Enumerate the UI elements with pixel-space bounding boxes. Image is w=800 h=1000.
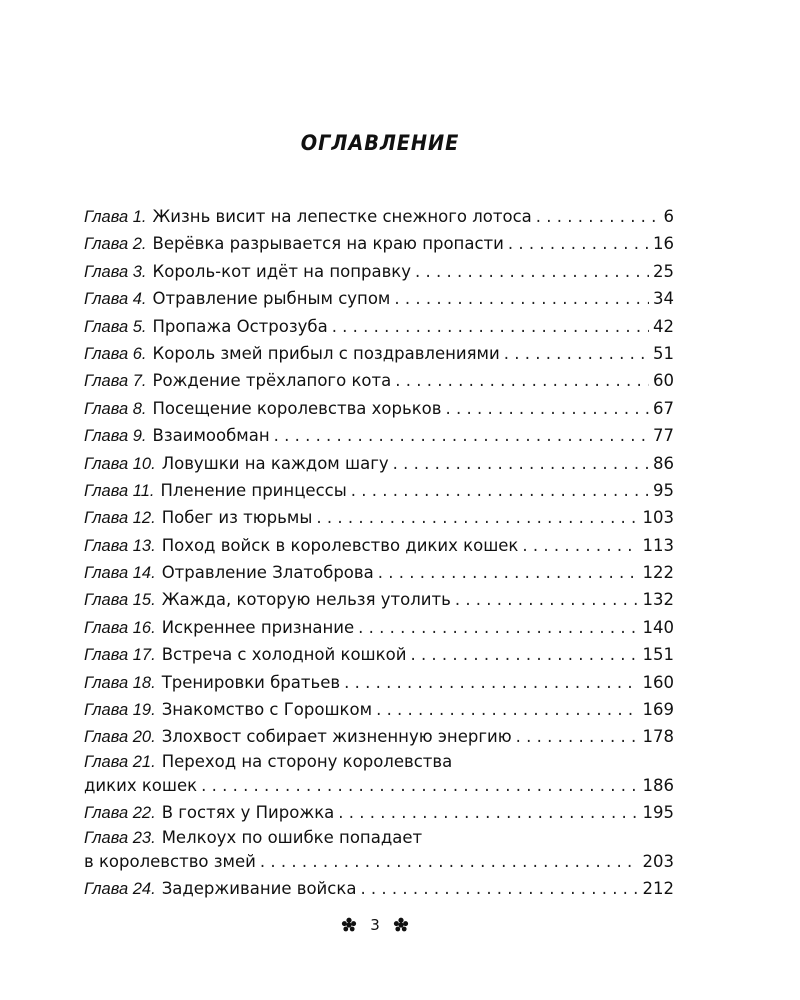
dot-leader [508,230,649,257]
dot-leader [393,450,649,477]
chapter-title: Знакомство с Горошком [161,700,373,720]
chapter-title: Ловушки на каждом шагу [161,453,389,473]
chapter-label: Глава 16. [84,618,156,637]
toc-entry [84,203,674,230]
toc-entry [84,313,674,340]
toc-entry-line [84,450,674,477]
chapter-label: Глава 7. [84,372,147,391]
dot-leader [516,723,639,750]
chapter-title: Злохвост собирает жизненную энергию [161,727,512,747]
toc-entry-line [84,586,674,613]
page-title: ОГЛАВЛЕНИЕ [300,131,460,155]
dot-leader [455,586,639,613]
chapter-title: Пропажа Острозуба [152,316,328,336]
toc-entry-line [84,504,674,531]
dot-leader [410,641,638,668]
toc-entry-line [84,559,674,586]
toc-entry-line [84,230,674,257]
chapter-page-number: 151 [642,645,674,665]
flower-ornament-icon [392,917,410,933]
chapter-page-number: 51 [653,343,674,363]
chapter-title: диких кошек [84,775,198,795]
chapter-page-number: 122 [642,563,674,583]
chapter-label: Глава 11. [84,481,155,500]
chapter-page-number: 6 [663,207,674,226]
dot-leader [260,848,639,875]
toc-entry [84,875,674,902]
toc-entry [84,285,674,312]
chapter-page-number: 178 [642,727,674,747]
chapter-page-number: 60 [653,371,674,391]
dot-leader [536,203,660,230]
chapter-page-number: 160 [642,672,674,692]
dot-leader [332,313,649,340]
chapter-title: Мелкоух по ошибке попадает [161,827,423,847]
toc-entry [84,504,674,531]
toc-entry-line [84,875,674,902]
toc-entry-line [84,203,674,230]
chapter-title: Пленение принцессы [160,480,347,500]
toc-entry-line [84,614,674,641]
dot-leader [415,258,649,285]
toc-entry [84,751,674,799]
toc-entry-line [84,340,674,367]
dot-leader [358,614,638,641]
chapter-title: Жажда, которую нельзя утолить [161,590,451,610]
chapter-label: Глава 15. [84,591,156,610]
dot-leader [274,422,649,449]
toc-entry-line [84,848,674,875]
chapter-label: Глава 2. [84,235,147,254]
chapter-label: Глава 14. [84,564,156,583]
chapter-page-number: 195 [642,803,674,823]
dot-leader [446,395,650,422]
dot-leader [201,772,638,799]
toc-entry-line [84,772,674,799]
chapter-title: Побег из тюрьмы [161,508,313,528]
chapter-title: Отравление рыбным супом [152,289,391,309]
chapter-page-number: 42 [653,316,674,336]
dot-leader [522,532,638,559]
toc-entry [84,696,674,723]
chapter-page-number: 140 [642,617,674,637]
chapter-label: Глава 17. [84,646,156,665]
toc-entry-line [84,723,674,750]
chapter-label: Глава 18. [84,673,156,692]
chapter-page-number: 132 [642,590,674,610]
dot-leader [395,367,649,394]
toc-entry [84,559,674,586]
chapter-title: Верёвка разрывается на краю пропасти [152,234,504,254]
toc-entry-line [84,532,674,559]
chapter-label: Глава 4. [84,290,147,309]
chapter-label: Глава 9. [84,427,147,446]
chapter-title: Тренировки братьев [161,672,341,692]
toc-entry [84,799,674,826]
toc-entry-line [84,827,674,848]
chapter-label: Глава 23. [84,828,156,847]
dot-leader [351,477,649,504]
chapter-label: Глава 22. [84,804,156,823]
chapter-page-number: 25 [653,261,674,281]
chapter-label: Глава 3. [84,262,147,281]
chapter-title: Король змей прибыл с поздравлениями [152,343,500,363]
chapter-title: Жизнь висит на лепестке снежного лотоса [152,207,532,226]
toc-entry-line [84,751,674,772]
chapter-page-number: 77 [653,426,674,446]
chapter-page-number: 203 [642,851,674,871]
chapter-label: Глава 5. [84,317,147,336]
chapter-label: Глава 10. [84,454,156,473]
chapter-title: Посещение королевства хорьков [152,398,442,418]
chapter-title: Король-кот идёт на поправку [152,261,412,281]
toc-entry-line [84,395,674,422]
chapter-page-number: 86 [653,453,674,473]
chapter-title: Встреча с холодной кошкой [161,645,407,665]
chapter-title: Переход на сторону королевства [161,751,453,771]
dot-leader [394,285,649,312]
chapter-title: В гостях у Пирожка [161,803,335,823]
chapter-page-number: 113 [642,535,674,555]
toc-entry-line [84,669,674,696]
chapter-page-number: 16 [653,234,674,254]
toc-entry [84,340,674,367]
chapter-label: Глава 8. [84,399,147,418]
chapter-label: Глава 20. [84,728,156,747]
toc-entry-line [84,285,674,312]
toc-entry [84,477,674,504]
toc-entry [84,586,674,613]
toc-entry-line [84,422,674,449]
toc-entry-line [84,313,674,340]
page-footer [330,916,420,934]
table-of-contents [84,203,674,902]
page-number: 3 [370,916,380,934]
chapter-page-number: 169 [642,700,674,720]
toc-entry-line [84,641,674,668]
chapter-label: Глава 13. [84,536,156,555]
toc-entry [84,669,674,696]
chapter-page-number: 95 [653,480,674,500]
chapter-title: в королевство змей [84,851,256,871]
chapter-page-number: 34 [653,289,674,309]
chapter-page-number: 103 [642,508,674,528]
toc-entry [84,258,674,285]
toc-entry [84,641,674,668]
dot-leader [344,669,638,696]
toc-entry-line [84,367,674,394]
chapter-label: Глава 12. [84,509,156,528]
chapter-label: Глава 24. [84,879,156,898]
toc-entry [84,827,674,875]
chapter-title: Взаимообман [152,426,270,446]
toc-entry [84,723,674,750]
dot-leader [504,340,649,367]
chapter-title: Поход войск в королевство диких кошек [161,535,519,555]
chapter-label: Глава 1. [84,208,147,226]
chapter-page-number: 67 [653,398,674,418]
dot-leader [338,799,638,826]
toc-entry-line [84,258,674,285]
dot-leader [378,559,639,586]
chapter-label: Глава 6. [84,344,147,363]
toc-entry [84,230,674,257]
chapter-label: Глава 21. [84,752,156,771]
toc-entry [84,367,674,394]
toc-entry [84,532,674,559]
chapter-label: Глава 19. [84,701,156,720]
chapter-title: Искреннее признание [161,617,355,637]
dot-leader [360,875,638,902]
chapter-page-number: 212 [642,878,674,898]
dot-leader [316,504,638,531]
dot-leader [376,696,638,723]
toc-entry-line [84,477,674,504]
toc-entry [84,450,674,477]
chapter-page-number: 186 [642,775,674,795]
chapter-title: Отравление Златоброва [161,563,374,583]
chapter-title: Задерживание войска [161,878,357,898]
toc-entry [84,422,674,449]
toc-entry-line [84,799,674,826]
toc-entry [84,614,674,641]
toc-entry-line [84,696,674,723]
chapter-title: Рождение трёхлапого кота [152,371,392,391]
flower-ornament-icon [340,917,358,933]
toc-entry [84,395,674,422]
